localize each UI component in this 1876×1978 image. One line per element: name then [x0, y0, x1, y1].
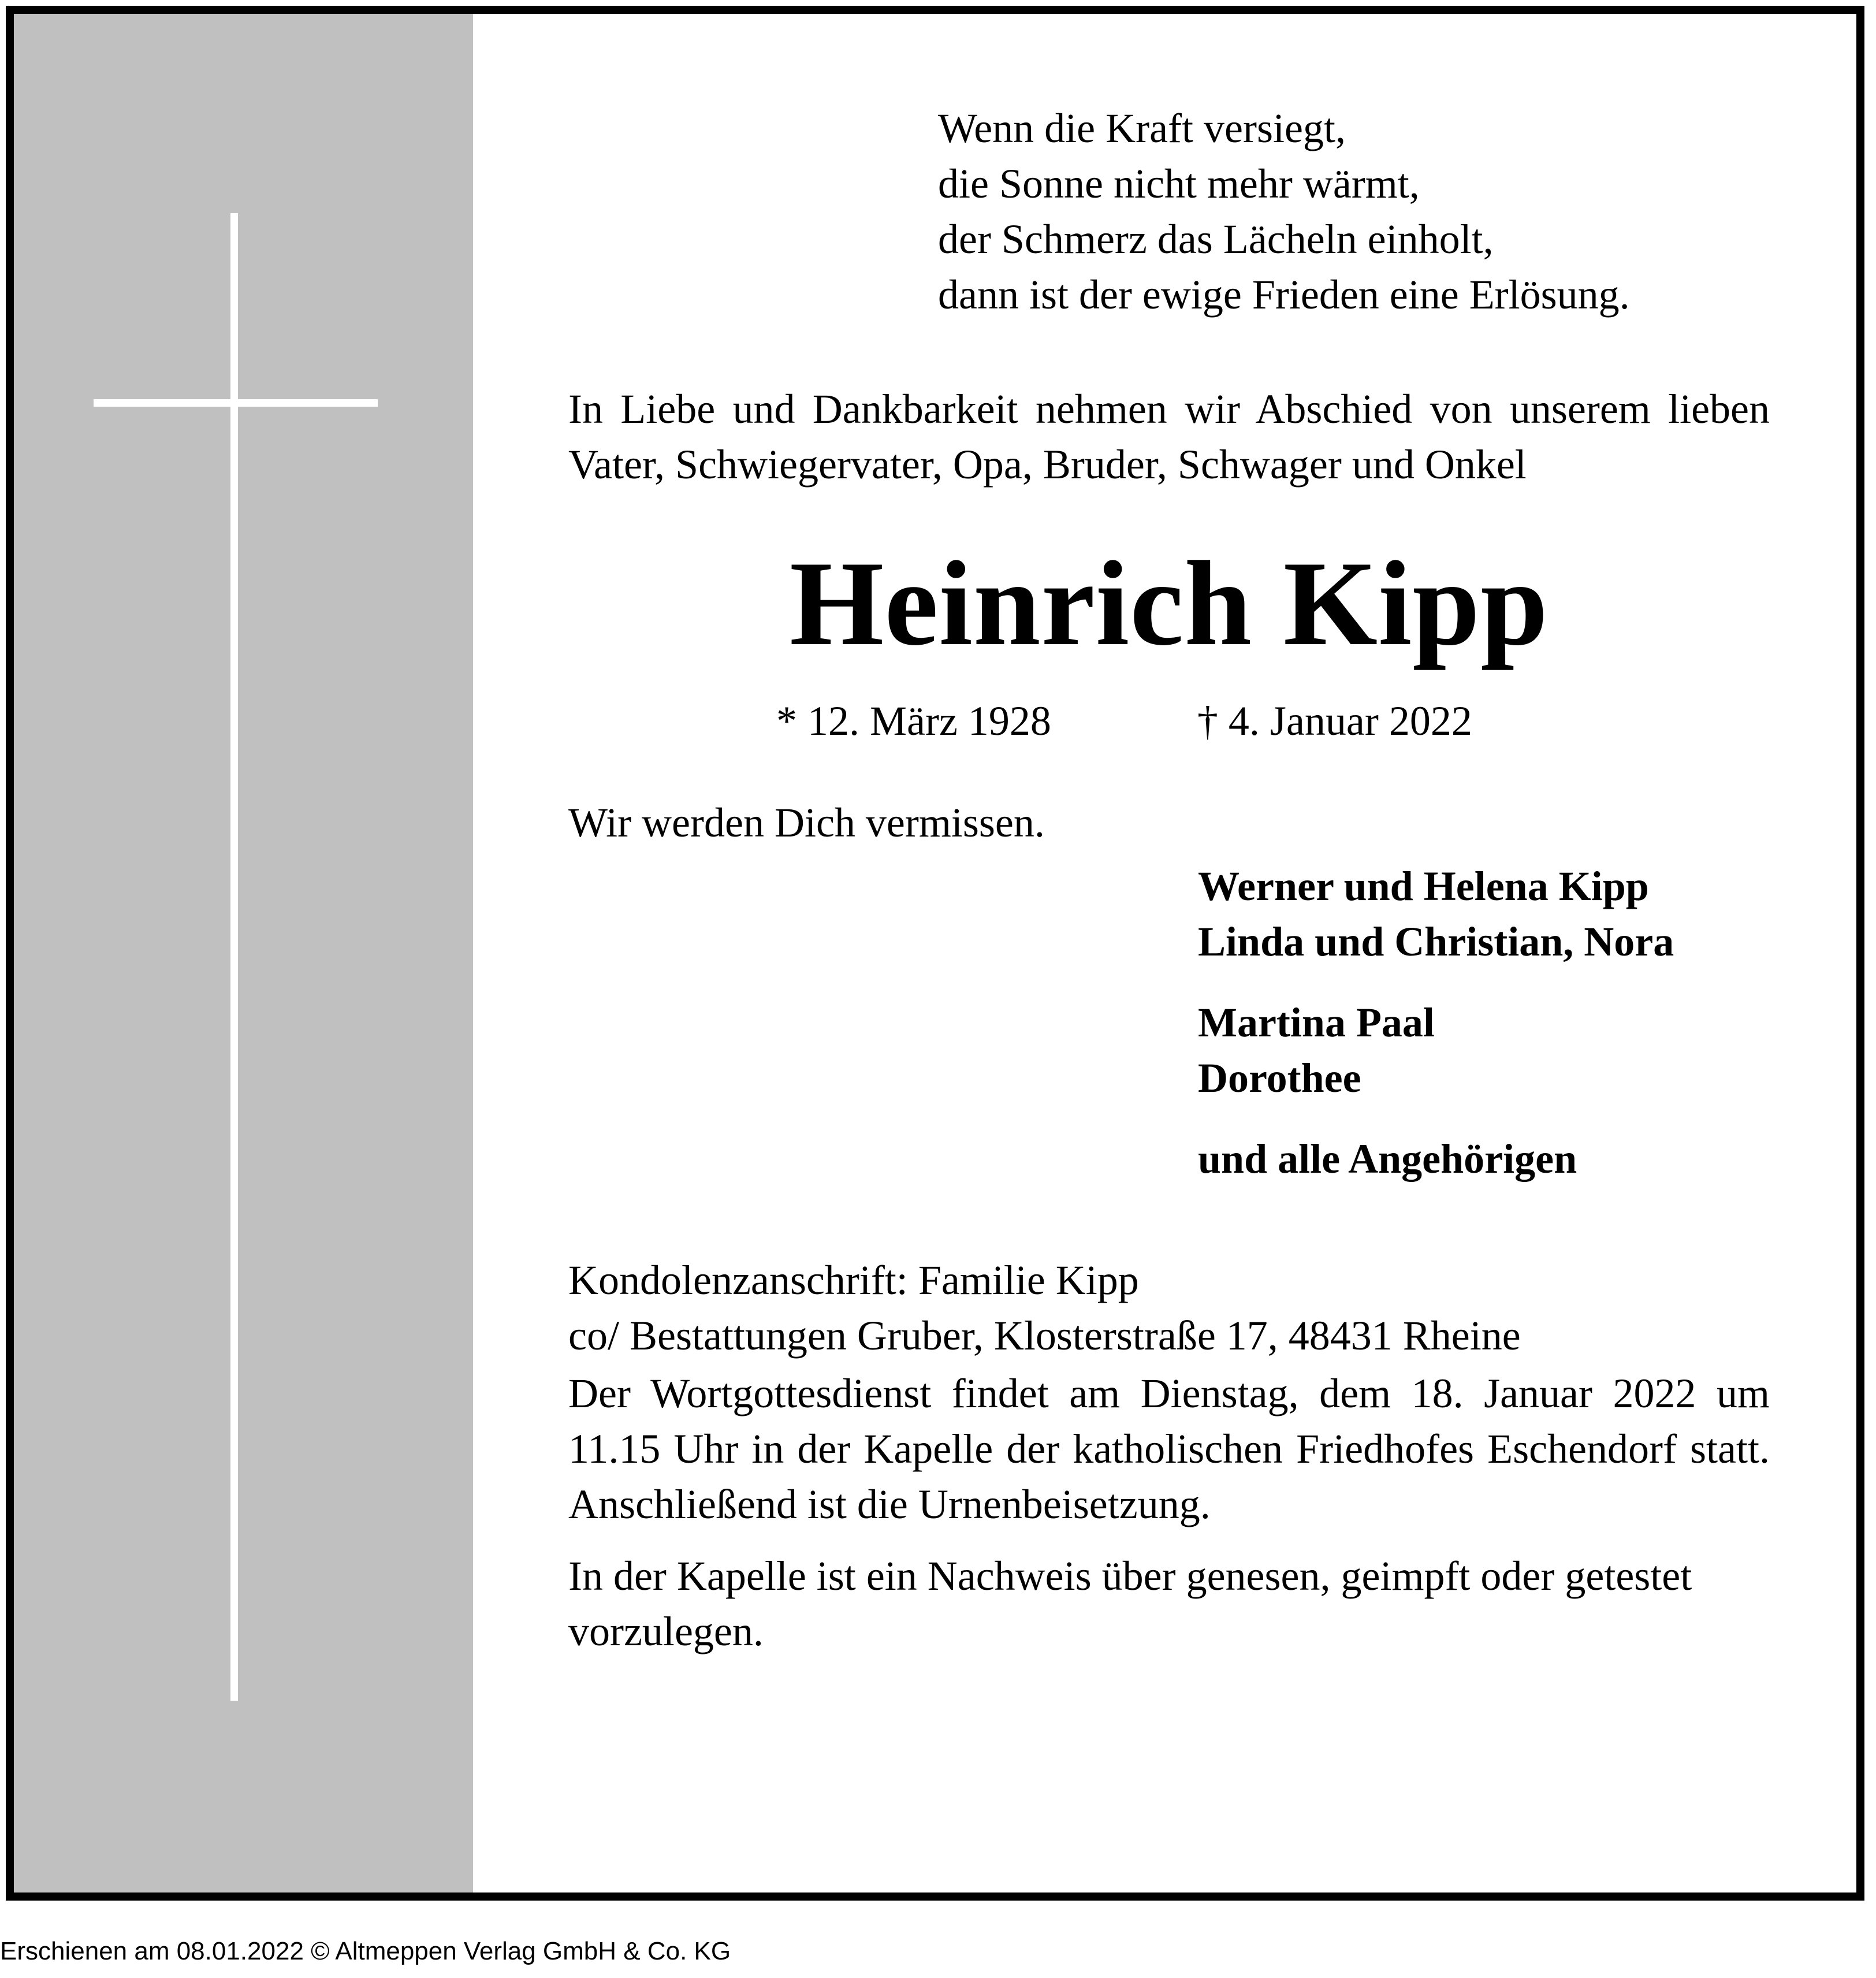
- publication-footer: Erschienen am 08.01.2022 © Altmeppen Verlag GmbH & Co. KG: [0, 1937, 731, 1965]
- verse-line: die Sonne nicht mehr wärmt,: [938, 161, 1420, 207]
- mourner-line: Martina Paal: [1198, 999, 1435, 1046]
- cross-icon-bar: [94, 399, 378, 407]
- deceased-name: Heinrich Kipp: [789, 537, 1549, 671]
- mourner-group: [1198, 995, 1781, 1106]
- address-line: co/ Bestattungen Gruber, Klosterstraße 17, 48431 Rheine: [568, 1313, 1521, 1359]
- cross-icon: [230, 213, 238, 1701]
- service-info: Der Wortgottesdienst findet am Dienstag, dem 18. Januar 2022 um 11.15 Uhr in der Kapelle der katholischen Friedhofes Eschendorf statt. Anschließend ist die Urnenbeisetzung.: [568, 1370, 1770, 1527]
- life-dates: [776, 693, 1781, 749]
- verse-line: Wenn die Kraft versiegt,: [938, 105, 1346, 151]
- mourner-line: Werner und Helena Kipp: [1198, 863, 1649, 909]
- mourner-group: [1198, 1131, 1781, 1187]
- obituary-content: [568, 101, 1781, 1659]
- mourner-line: und alle Angehörigen: [1198, 1136, 1577, 1182]
- death-date: † 4. Januar 2022: [1197, 698, 1472, 744]
- mourners: [1198, 858, 1781, 1187]
- verse-line: der Schmerz das Lächeln einholt,: [938, 216, 1494, 262]
- mourner-line: Linda und Christian, Nora: [1198, 919, 1674, 965]
- mourner-group: [1198, 858, 1781, 969]
- birth-date: * 12. März 1928: [776, 698, 1051, 744]
- intro-text: In Liebe und Dankbarkeit nehmen wir Abschied von unserem lieben Vater, Schwiegervater, Opa, Bruder, Schwager und Onkel: [568, 386, 1770, 488]
- side-panel: [14, 14, 473, 1893]
- covid-notice: In der Kapelle ist ein Nachweis über genesen, geimpft oder getestet vorzulegen.: [568, 1553, 1692, 1654]
- mourner-line: Dorothee: [1198, 1055, 1361, 1101]
- condolence-address: [568, 1252, 1781, 1363]
- farewell-text: Wir werden Dich vermissen.: [568, 800, 1045, 846]
- verse: [938, 101, 1781, 322]
- verse-line: dann ist der ewige Frieden eine Erlösung.: [938, 272, 1630, 318]
- obituary-frame: [6, 6, 1864, 1901]
- address-line: Kondolenzanschrift: Familie Kipp: [568, 1257, 1139, 1303]
